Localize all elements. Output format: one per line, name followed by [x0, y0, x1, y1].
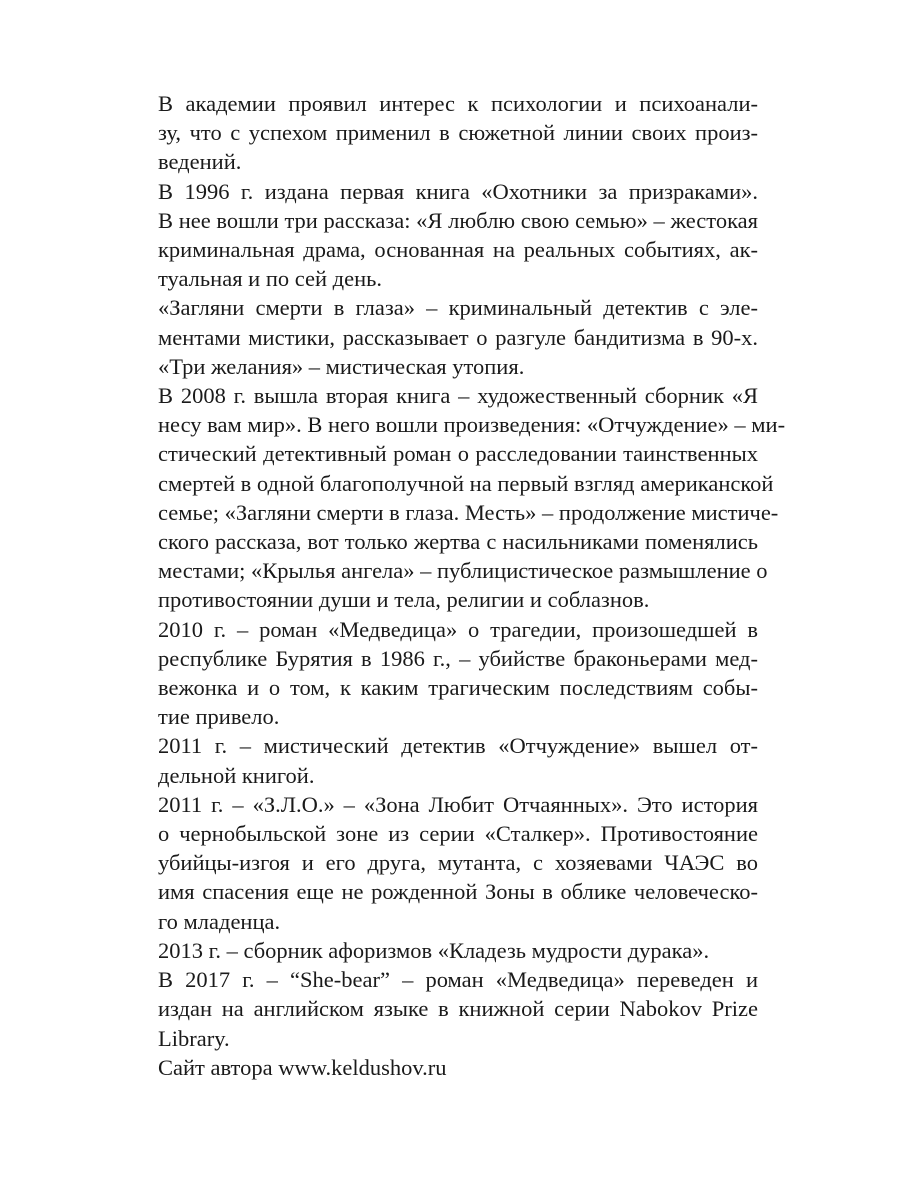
text-line: местами; «Крылья ангела» – публицистическое размышление о — [158, 558, 768, 584]
text-line: криминальная драма, основанная на реальных событиях, ак- — [158, 237, 758, 263]
text-line: 2011 г. – мистический детектив «Отчуждение» вышел от- — [158, 733, 758, 759]
paragraph-2008 — [128, 381, 786, 615]
paragraph-2011-zlo — [128, 790, 758, 936]
text-line: «Загляни смерти в глаза» – криминальный детектив с эле- — [158, 295, 758, 321]
text-line: несу вам мир». В него вошли произведения: «Отчуждение» – ми- — [158, 412, 786, 438]
paragraph-website — [128, 1053, 758, 1082]
text-line: смертей в одной благополучной на первый взгляд американской — [158, 470, 774, 496]
page-body — [128, 89, 786, 1082]
text-line: Library. — [158, 1025, 230, 1051]
paragraph-zaglyani — [128, 293, 758, 381]
text-line: тие привело. — [158, 704, 280, 730]
text-line: В нее вошли три рассказа: «Я люблю свою семью» – жестокая — [158, 207, 758, 233]
paragraph-2011-otchuzhdenie — [128, 731, 758, 789]
text-line: издан на английском языке в книжной серии Nabokov Prize — [158, 996, 758, 1022]
paragraph-2013 — [128, 936, 758, 965]
text-line: 2011 г. – «З.Л.О.» – «Зона Любит Отчаянных». Это история — [158, 791, 758, 817]
text-line: зу, что с успехом применил в сюжетной линии своих произ- — [158, 120, 758, 146]
text-line: вежонка и о том, к каким трагическим последствиям собы- — [158, 675, 758, 701]
text-line: «Три желания» – мистическая утопия. — [158, 353, 525, 379]
text-line: республике Бурятия в 1986 г., – убийстве браконьерами мед- — [158, 645, 758, 671]
text-line: В 2008 г. вышла вторая книга – художественный сборник «Я — [158, 383, 758, 409]
text-line: го младенца. — [158, 908, 281, 934]
text-line: убийцы-изгоя и его друга, мутанта, с хозяевами ЧАЭС во — [158, 850, 758, 876]
text-line: ского рассказа, вот только жертва с насильниками поменялись — [158, 529, 758, 555]
text-line: семье; «Загляни смерти в глаза. Месть» – продолжение мистиче- — [158, 499, 779, 525]
paragraph-2010 — [128, 615, 758, 732]
text-line: имя спасения еще не рожденной Зоны в облике человеческо- — [158, 879, 758, 905]
text-line: стический детективный роман о расследовании таинственных — [158, 441, 758, 467]
paragraph-1996 — [128, 177, 758, 294]
text-line: туальная и по сей день. — [158, 266, 383, 292]
paragraph-2017 — [128, 965, 758, 1053]
paragraph-academy — [128, 89, 758, 177]
text-line: ведений. — [158, 149, 242, 175]
text-line: В 2017 г. – “She-bear” – роман «Медведица» переведен и — [158, 967, 758, 993]
text-line: противостоянии души и тела, религии и соблазнов. — [158, 587, 650, 613]
text-line: Сайт автора www.keldushov.ru — [158, 1054, 447, 1080]
text-line: В 1996 г. издана первая книга «Охотники за призраками». — [158, 178, 758, 204]
text-line: ментами мистики, рассказывает о разгуле бандитизма в 90-х. — [158, 324, 758, 350]
text-line: 2010 г. – роман «Медведица» о трагедии, произошедшей в — [158, 616, 758, 642]
text-line: В академии проявил интерес к психологии и психоанали- — [158, 91, 758, 116]
text-line: 2013 г. – сборник афоризмов «Кладезь мудрости дурака». — [158, 937, 710, 963]
text-line: дельной книгой. — [158, 762, 315, 788]
text-line: о чернобыльской зоне из серии «Сталкер». Противостояние — [158, 821, 758, 847]
